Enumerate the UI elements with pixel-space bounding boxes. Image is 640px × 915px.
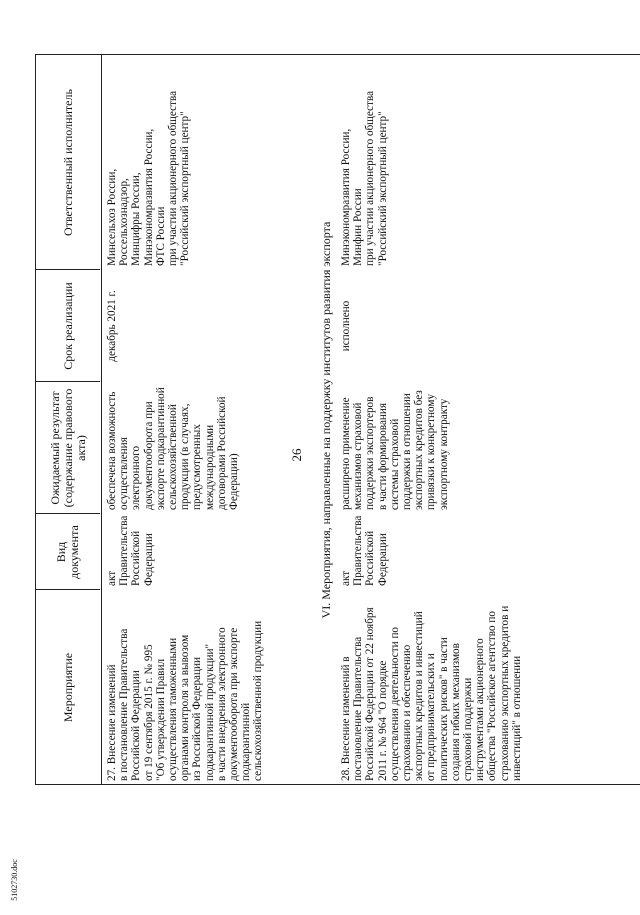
row-28-deadline: исполнено [340, 300, 352, 352]
row-27-responsible: Минсельхоз России, Россельхознадзор, Минцифры России, Минэкономразвития России, ФТС России при участии акционерного общества "Российский экспортный центр" [106, 90, 192, 266]
footer-code: 5102730.doc [10, 859, 19, 901]
table-header-bottom-border [101, 55, 102, 785]
section-vi-title: VI. Мероприятия, направленные на поддержку институтов развития экспорта [319, 221, 333, 619]
header-expected-result: Ожидаемый результат (содержание правового акта) [47, 388, 88, 508]
row-28-result: расширено применение механизмов страховой поддержки экспортеров в части формирования системы страховой поддержки в отношении экспортных кредитов без привязки к конкретному экспортному контракту [340, 390, 450, 510]
row-28-responsible: Минэкономразвития России, Минфин России при участии акционерного общества "Российский экспортный центр" [340, 90, 389, 266]
page-number: 26 [289, 448, 304, 462]
header-responsible: Ответственный исполнитель [60, 89, 75, 236]
row-27-deadline: декабрь 2021 г. [106, 290, 118, 362]
header-event: Мероприятие [60, 652, 75, 723]
header-deadline: Срок реализации [60, 282, 75, 370]
row-27-doc-type: акт Правительства Российской Федерации [106, 515, 155, 586]
row-28-event: 28. Внесение изменений в постановление Правительства Российской Федерации от 22 ноября 2011 г. № 964 "О порядке осуществления деятельности по страхованию и обеспечению экспортных кредитов и инвестиций от предпринимательских и политических рисков" в части создания гибких механизмов страховой поддержки инструментами акционерного общества "Российское агентство по страхованию экспортных кредитов и инвестиций" в отношении [340, 605, 523, 781]
row-27-event: 27. Внесение изменений в постановление Правительства Российской Федерации от 19 сентября 2015 г. № 995 "Об утверждении Правил осуществления таможенными органами контроля за вывозом из Российской Федерации подкарантинной продукции" в части внедрения электронного документооборота при экспорте подкарантинной сельскохозяйственной продукции [106, 620, 265, 781]
row-28-doc-type: акт Правительства Российской Федерации [340, 515, 389, 586]
row-27-result: обеспечена возможность осуществления электронного документооборота при экспорте подкарантинной сельскохозяйственной продукции (в случаях, предусмотренных международными договорами Российской Федерации) [106, 387, 241, 510]
header-doc-type: Вид документа [54, 525, 81, 579]
